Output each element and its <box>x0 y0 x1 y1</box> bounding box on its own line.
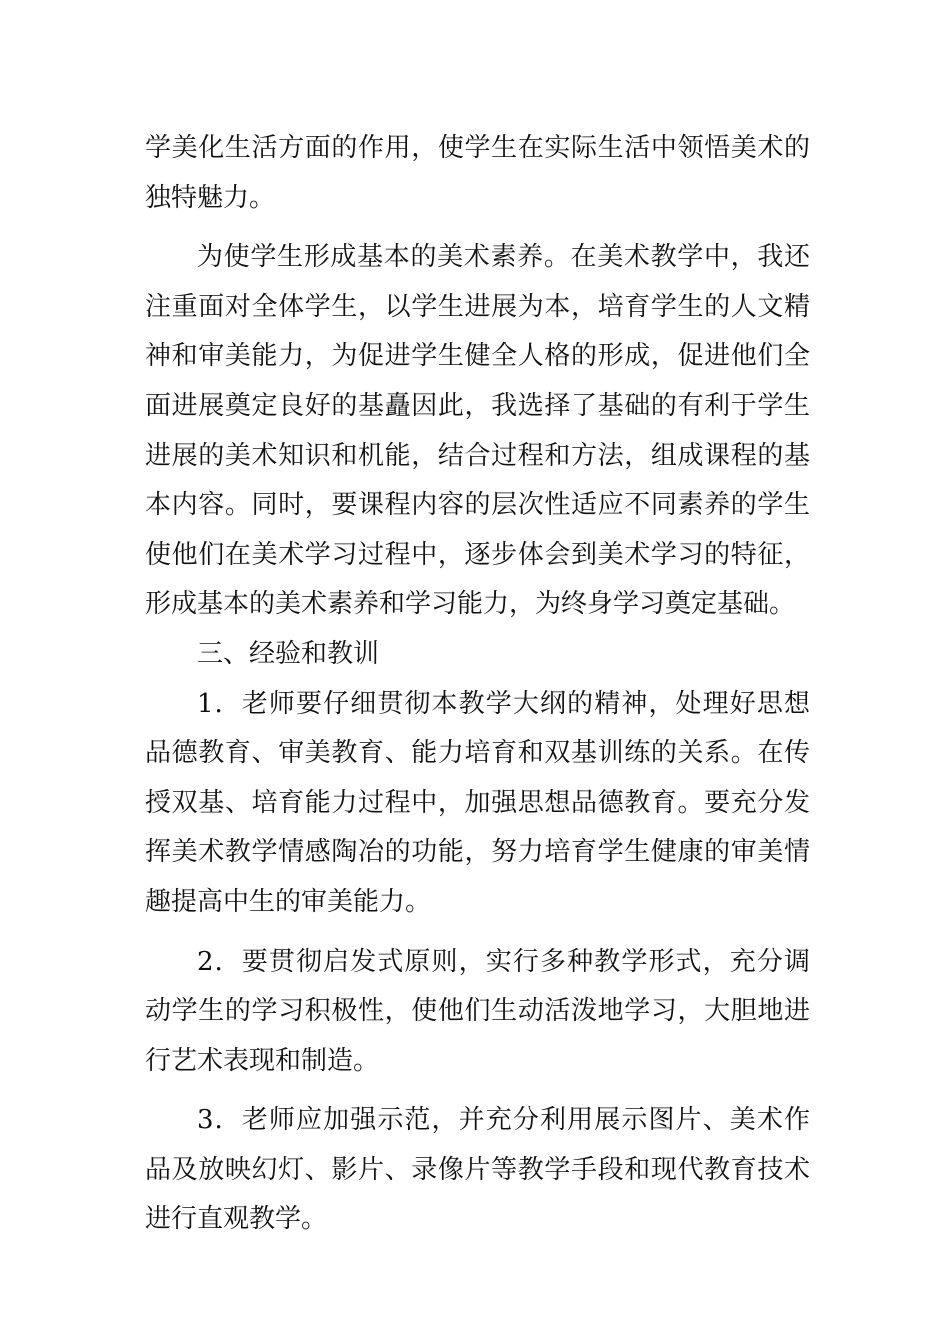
paragraph-item-2: 2．要贯彻启发式原则，实行多种教学形式，充分调动学生的学习积极性，使他们生动活泼地学习，大胆地进行艺术表现和制造。 <box>145 946 810 1076</box>
paragraph-item-1: 1．老师要仔细贯彻本教学大纲的精神，处理好思想品德教育、审美教育、能力培育和双基训练的关系。在传授双基、培育能力过程中，加强思想品德教育。要充分发挥美术教学情感陶冶的功能，努力培育学生健康的审美情趣提高中生的审美能力。 <box>145 688 810 917</box>
paragraph-art-literacy: 为使学生形成基本的美术素养。在美术教学中，我还注重面对全体学生，以学生进展为本，培育学生的人文精神和审美能力，为促进学生健全人格的形成，促进他们全面进展奠定良好的基矗因此，我选择了基础的有利于学生进展的美术知识和机能，结合过程和方法，组成课程的基本内容。同时，要课程内容的层次性适应不同素养的学生使他们在美术学习过程中，逐步体会到美术学习的特征，形成基本的美术素养和学习能力，为终身学习奠定基础。 <box>145 242 810 620</box>
document-body <box>145 124 810 1245</box>
paragraph-continuation: 学美化生活方面的作用，使学生在实际生活中领悟美术的独特魅力。 <box>145 133 810 213</box>
section-heading-experience: 三、经验和教训 <box>197 638 380 669</box>
paragraph-item-3: 3．老师应加强示范，并充分利用展示图片、美术作品及放映幻灯、影片、录像片等教学手段和现代教育技术进行直观教学。 <box>145 1105 810 1235</box>
